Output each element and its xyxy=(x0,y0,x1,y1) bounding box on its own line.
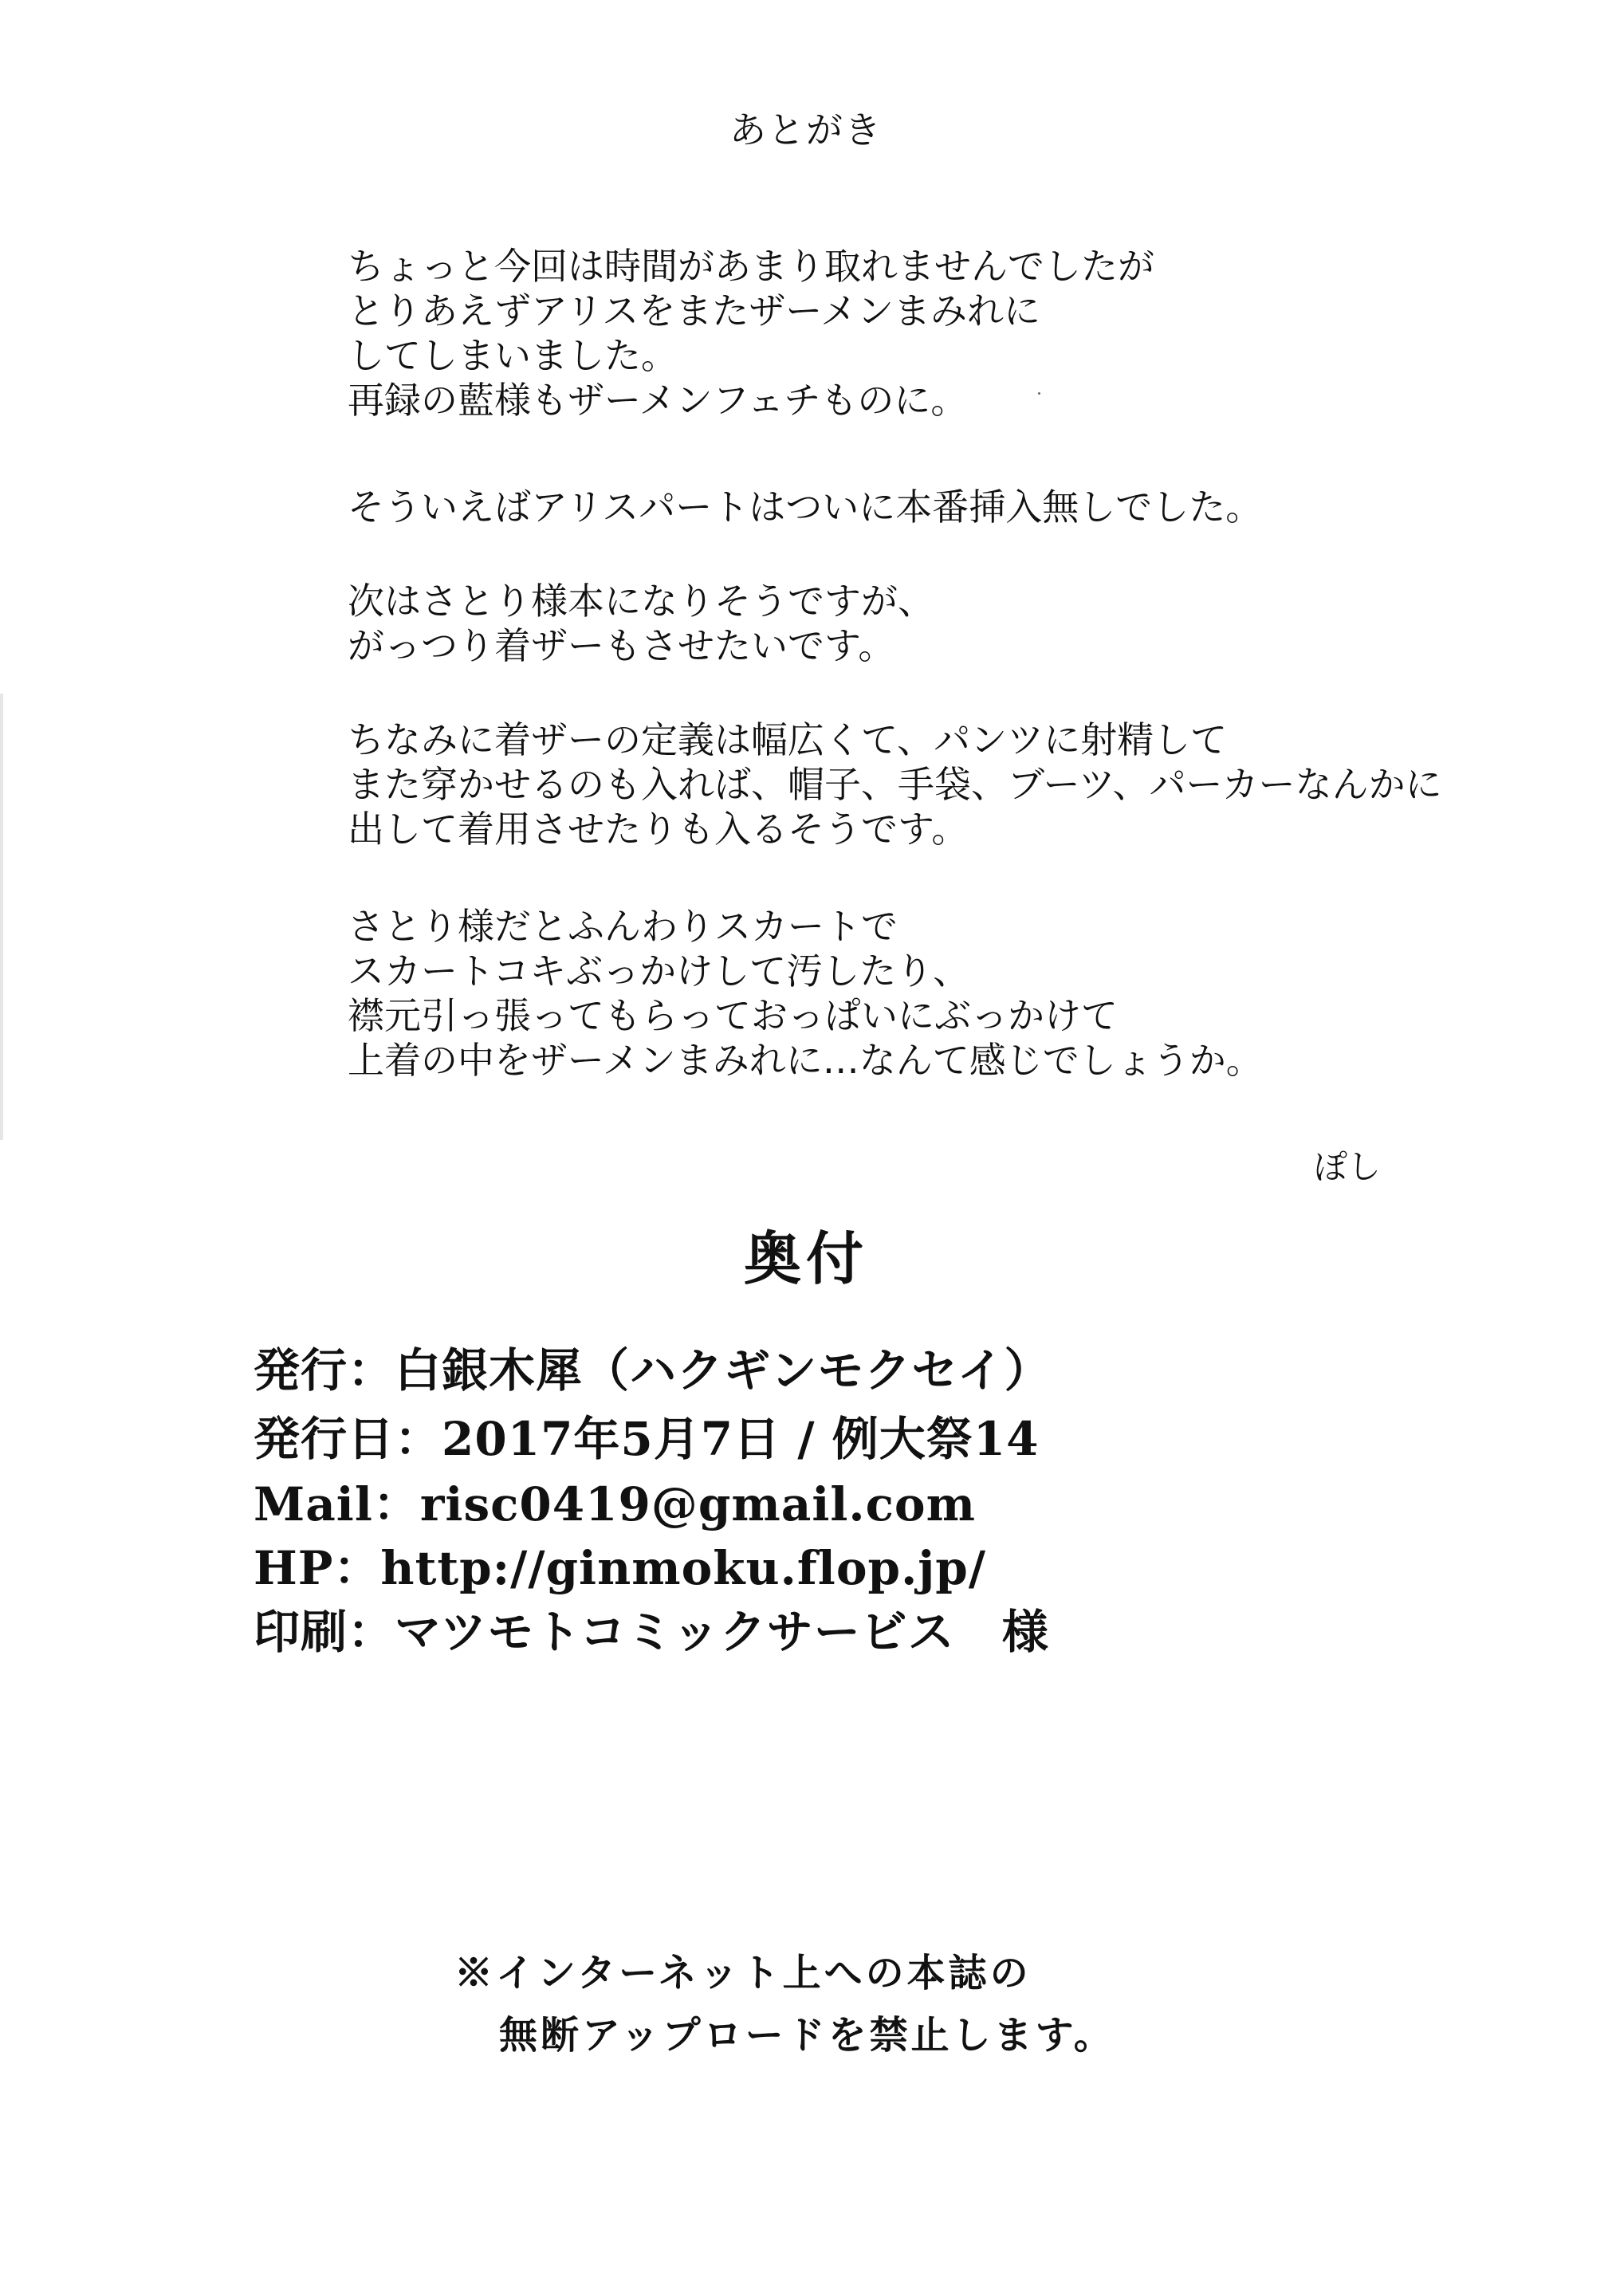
afterword-line: 再録の藍様もザーメンフェチものに。 xyxy=(348,379,968,422)
afterword-line: 次はさとり様本になりそうですが、 xyxy=(348,580,934,623)
upload-notice-line: 無断アップロードを禁止します。 xyxy=(499,2013,1115,2058)
colophon-mail: Mail：risc0419@gmail.com xyxy=(254,1477,976,1531)
author-signature: ぽし xyxy=(1314,1147,1382,1186)
colophon-homepage: HP：http://ginmoku.flop.jp/ xyxy=(254,1541,986,1595)
page-edge-shadow xyxy=(0,694,3,1140)
afterword-line: 出して着用させたりも入るそうです。 xyxy=(348,808,969,851)
afterword-line: してしまいました。 xyxy=(348,334,678,377)
afterword-line: がっつり着ザーもさせたいです。 xyxy=(348,624,895,667)
colophon-publish-date: 発行日：2017年5月7日 / 例大祭14 xyxy=(254,1412,1040,1466)
afterword-line: 襟元引っ張ってもらっておっぱいにぶっかけて xyxy=(348,994,1118,1037)
colophon-title: 奥付 xyxy=(743,1225,868,1292)
upload-notice-line: ※インターネット上への本誌の xyxy=(454,1951,1032,1995)
afterword-line: そういえばアリスパートはついに本番挿入無しでした。 xyxy=(348,486,1263,529)
afterword-line: ちょっと今回は時間があまり取れませんでしたが xyxy=(348,245,1154,288)
afterword-title: あとがき xyxy=(729,108,883,151)
afterword-line: また穿かせるのも入れば、帽子、手袋、ブーツ、パーカーなんかに xyxy=(348,763,1442,806)
afterword-line: 上着の中をザーメンまみれに…なんて感じでしょうか。 xyxy=(348,1039,1263,1082)
afterword-line: ちなみに着ザーの定義は幅広くて、パンツに射精して xyxy=(348,718,1228,761)
afterword-line: さとり様だとふんわりスカートで xyxy=(348,905,898,948)
colophon-publisher: 発行：白銀木犀（ハクギンモクセイ） xyxy=(254,1343,1052,1398)
scan-speck xyxy=(1038,392,1040,395)
afterword-line: とりあえずアリスをまたザーメンまみれに xyxy=(348,289,1040,332)
afterword-line: スカートコキぶっかけして汚したり、 xyxy=(348,949,970,993)
colophon-printer: 印刷：マツモトコミックサービス 様 xyxy=(254,1605,1049,1659)
